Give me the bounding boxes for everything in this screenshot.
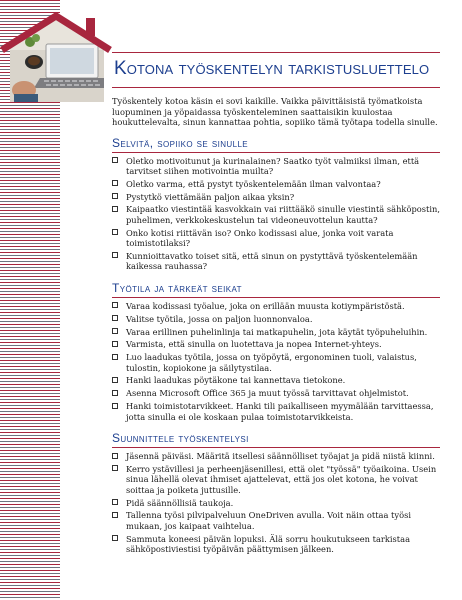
list-item	[112, 179, 440, 190]
item-text: Valitse työtila, jossa on paljon luonnonvaloa.	[126, 313, 313, 324]
checkbox[interactable]	[112, 315, 118, 321]
list-item	[112, 339, 440, 350]
list-item	[112, 464, 440, 496]
item-text: Pidä säännöllisiä taukoja.	[126, 497, 234, 508]
item-text: Kaipaatko viestintää kasvokkain vai riittääkö sinulle viestintä sähköpostin, puhelimen, verkkokeskustelun tai videoneuvottelun kautta?	[126, 204, 440, 225]
item-text: Kerro ystävillesi ja perheenjäsenillesi, että olet "työssä" työaikoina. Usein sinua lähellä olevat ihmiset ajattelevat, että jos olet kotona, he voivat soittaa ja poiketa juttusille.	[126, 463, 437, 495]
item-text: Jäsennä päiväsi. Määritä itsellesi säännölliset työajat ja pidä niistä kiinni.	[126, 451, 435, 462]
checklist	[112, 301, 440, 422]
checklist	[112, 451, 440, 555]
section-suitability	[112, 137, 440, 272]
checkbox[interactable]	[112, 354, 118, 360]
checkbox[interactable]	[112, 341, 118, 347]
item-text: Kunnioittavatko toiset sitä, että sinun on pystyttävä työskentelemään kaikessa rauhassa?	[126, 250, 418, 272]
section-title: Työtila ja tärkeät seikat	[112, 282, 440, 298]
section-title: Selvitä, sopiiko se sinulle	[112, 137, 440, 153]
list-item	[112, 228, 440, 249]
title-rule-bottom	[112, 87, 440, 88]
section-planning	[112, 432, 440, 555]
checkbox[interactable]	[112, 403, 118, 409]
item-text: Tallenna työsi pilvipalveluun OneDriven avulla. Voit näin ottaa työsi mukaan, jos kaipaat vaihtelua.	[126, 510, 411, 531]
checkbox[interactable]	[112, 377, 118, 383]
checkbox[interactable]	[112, 453, 118, 459]
list-item	[112, 388, 440, 399]
checklist-content	[112, 96, 440, 565]
item-text: Sammuta koneesi päivän lopuksi. Älä sorru houkutukseen tarkistaa sähköpostiviestisi työpäivän päättymisen jälkeen.	[126, 533, 411, 555]
item-text: Varaa erillinen puhelinlinja tai matkapuhelin, jota käytät työpuheluihin.	[126, 326, 428, 337]
item-text: Asenna Microsoft Office 365 ja muut työssä tarvittavat ohjelmistot.	[126, 388, 409, 399]
list-item	[112, 192, 440, 203]
section-title: Suunnittele työskentelysi	[112, 432, 440, 448]
checkbox[interactable]	[112, 465, 118, 471]
title-rule-top	[112, 52, 440, 53]
list-item	[112, 327, 440, 338]
item-text: Oletko varma, että pystyt työskentelemään ilman valvontaa?	[126, 178, 381, 189]
page-title: Kotona työskentelyn tarkistusluettelo	[114, 58, 430, 79]
list-item	[112, 498, 440, 509]
list-item	[112, 534, 440, 555]
item-text: Varaa kodissasi työalue, joka on erillään muusta kotiympäristöstä.	[126, 300, 405, 311]
list-item	[112, 204, 440, 225]
checkbox[interactable]	[112, 193, 118, 199]
checkbox[interactable]	[112, 206, 118, 212]
list-item	[112, 451, 440, 462]
list-item	[112, 156, 440, 177]
list-item	[112, 314, 440, 325]
list-item	[112, 352, 440, 373]
item-text: Pystytkö viettämään paljon aikaa yksin?	[126, 191, 295, 202]
item-text: Hanki toimistotarvikkeet. Hanki tili paikalliseen myymälään tarvittaessa, jotta sinulla ei ole koskaan pulaa toimistotarvikkeista.	[126, 401, 434, 422]
item-text: Onko kotisi riittävän iso? Onko kodissasi alue, jonka voit varata toimistotilaksi?	[126, 227, 394, 249]
list-item	[112, 510, 440, 531]
item-text: Oletko motivoitunut ja kurinalainen? Saatko työt valmiiksi ilman, että tarvitset siihen motivointia muilta?	[126, 155, 420, 176]
checkbox[interactable]	[112, 499, 118, 505]
list-item	[112, 401, 440, 422]
item-text: Varmista, että sinulla on luotettava ja nopea Internet-yhteys.	[126, 339, 382, 350]
checkbox[interactable]	[112, 390, 118, 396]
checkbox[interactable]	[112, 180, 118, 186]
item-text: Luo laadukas työtila, jossa on työpöytä, ergonominen tuoli, valaistus, tulostin, kopiokone ja säilytystilaa.	[126, 352, 417, 373]
checkbox[interactable]	[112, 302, 118, 308]
list-item	[112, 251, 440, 272]
checkbox[interactable]	[112, 512, 118, 518]
checkbox[interactable]	[112, 328, 118, 334]
checkbox[interactable]	[112, 535, 118, 541]
checkbox[interactable]	[112, 252, 118, 258]
list-item	[112, 375, 440, 386]
item-text: Hanki laadukas pöytäkone tai kannettava tietokone.	[126, 375, 346, 386]
checkbox[interactable]	[112, 229, 118, 235]
section-workspace	[112, 282, 440, 422]
list-item	[112, 301, 440, 312]
house-photo-icon	[0, 10, 112, 102]
checkbox[interactable]	[112, 157, 118, 163]
intro-paragraph: Työskentely kotoa käsin ei sovi kaikille. Vaikka päivittäisistä työmatkoista luopuminen ja yöpaidassa työskenteleminen saattaisikin kuulostaa houkuttelevalta, sinun kannattaa pohtia, sopiiko tämä työtapa todella sinulle.	[112, 96, 438, 127]
checklist	[112, 156, 440, 272]
